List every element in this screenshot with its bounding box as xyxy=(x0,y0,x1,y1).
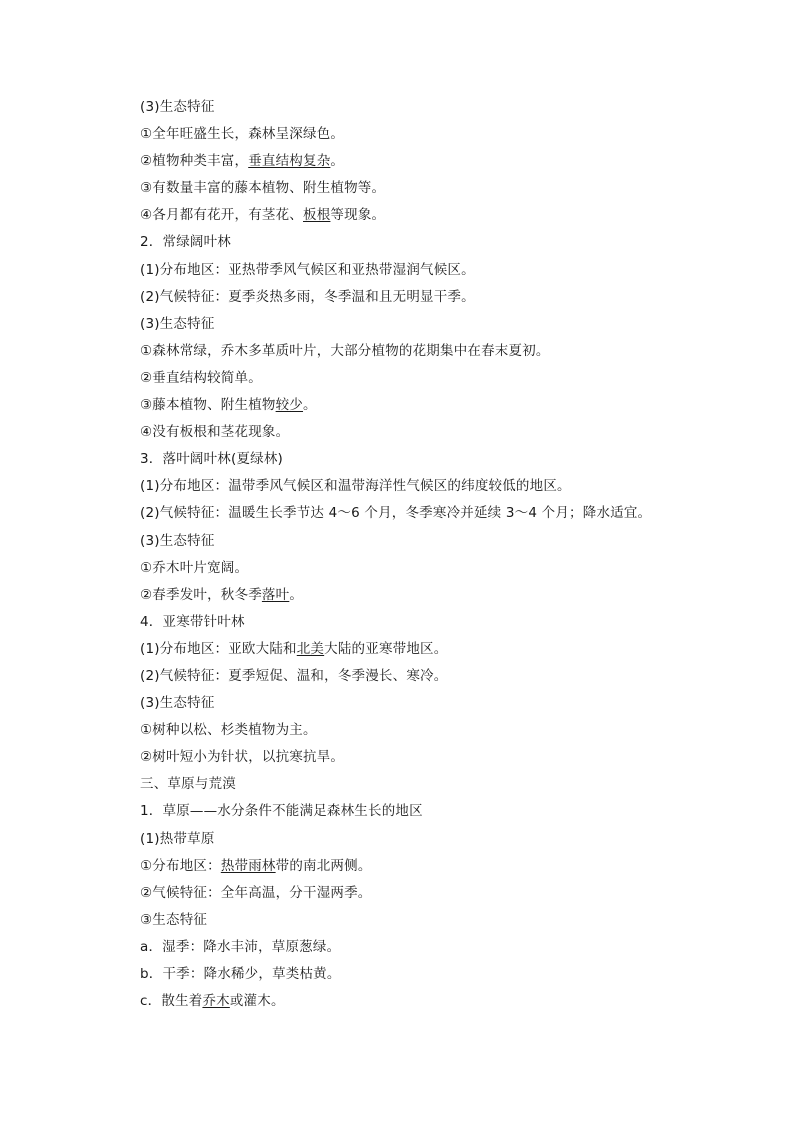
text-segment: 大陆的亚寒带地区。 xyxy=(324,640,448,657)
underlined-term: 板根 xyxy=(303,207,331,224)
text-line xyxy=(140,473,680,500)
text-line xyxy=(140,257,680,284)
text-line xyxy=(140,907,680,934)
text-line xyxy=(140,853,680,880)
text-segment: ①乔木叶片宽阔。 xyxy=(140,559,249,576)
text-segment: ④没有板根和茎花现象。 xyxy=(140,424,290,441)
text-segment: ①分布地区： xyxy=(140,857,221,874)
text-segment: b．干季：降水稀少，草类枯黄。 xyxy=(140,966,341,982)
text-line xyxy=(140,148,680,175)
text-line xyxy=(140,338,680,365)
text-segment: 3．落叶阔叶林(夏绿林) xyxy=(140,451,284,468)
text-segment: (3)生态特征 xyxy=(140,99,215,115)
text-segment: (3)生态特征 xyxy=(140,695,215,712)
text-segment: 。 xyxy=(330,153,345,170)
text-line xyxy=(140,555,680,582)
text-segment: (2)气候特征：温暖生长季节达 4～6 个月，冬季寒冷并延续 3～4 个月；降水适宜。 xyxy=(140,505,652,522)
text-line xyxy=(140,961,680,988)
text-segment: ③藤本植物、附生植物 xyxy=(140,397,276,414)
text-line xyxy=(140,663,680,690)
underlined-term: 热带雨林 xyxy=(220,857,276,874)
text-segment: c．散生着 xyxy=(140,993,203,1010)
underlined-term: 落叶 xyxy=(261,586,290,603)
text-segment: ①树种以松、杉类植物为主。 xyxy=(140,722,317,739)
text-segment: 1．草原——水分条件不能满足森林生长的地区 xyxy=(140,803,423,820)
underlined-term: 垂直结构复杂 xyxy=(248,153,331,170)
text-line xyxy=(140,880,680,907)
text-line xyxy=(140,528,680,555)
text-segment: (1)分布地区：亚热带季风气候区和亚热带湿润气候区。 xyxy=(140,261,475,278)
document-body xyxy=(140,94,680,1015)
text-segment: 2．常绿阔叶林 xyxy=(140,234,231,251)
text-segment: (3)生态特征 xyxy=(140,532,215,549)
text-segment: (2)气候特征：夏季短促、温和，冬季漫长、寒冷。 xyxy=(140,667,448,684)
text-line xyxy=(140,284,680,311)
text-line xyxy=(140,582,680,609)
text-segment: (1)分布地区：亚欧大陆和 xyxy=(140,640,297,657)
text-line xyxy=(140,311,680,338)
text-segment: ④各月都有花开，有茎花、 xyxy=(140,207,304,224)
text-segment: a．湿季：降水丰沛，草原葱绿。 xyxy=(140,938,341,955)
text-segment: ③有数量丰富的藤本植物、附生植物等。 xyxy=(140,180,386,197)
text-line xyxy=(140,988,680,1015)
text-segment: 等现象。 xyxy=(330,207,386,224)
text-segment: (1)热带草原 xyxy=(140,830,215,847)
text-segment: ②植物种类丰富， xyxy=(140,153,249,170)
text-segment: ②垂直结构较简单。 xyxy=(140,369,262,386)
text-segment: ③生态特征 xyxy=(140,911,208,928)
text-segment: ①森林常绿，乔木多革质叶片，大部分植物的花期集中在春末夏初。 xyxy=(140,342,550,359)
text-segment: ①全年旺盛生长，森林呈深绿色。 xyxy=(140,126,345,143)
underlined-term: 较少 xyxy=(275,397,304,414)
text-line xyxy=(140,934,680,961)
text-line xyxy=(140,392,680,419)
text-line xyxy=(140,419,680,446)
text-line xyxy=(140,229,680,256)
text-segment: 或灌木。 xyxy=(229,993,285,1010)
text-segment: 三、草原与荒漠 xyxy=(140,776,236,793)
text-segment: 带的南北两侧。 xyxy=(275,857,372,874)
text-line xyxy=(140,826,680,853)
text-line xyxy=(140,202,680,229)
text-segment: ②春季发叶，秋冬季 xyxy=(140,586,262,603)
text-segment: ②树叶短小为针状，以抗寒抗旱。 xyxy=(140,749,345,766)
text-line xyxy=(140,717,680,744)
text-segment: (3)生态特征 xyxy=(140,315,215,332)
underlined-term: 乔木 xyxy=(202,993,230,1010)
text-line xyxy=(140,771,680,798)
text-line xyxy=(140,446,680,473)
text-line xyxy=(140,365,680,392)
text-line xyxy=(140,744,680,771)
text-segment: (2)气候特征：夏季炎热多雨，冬季温和且无明显干季。 xyxy=(140,288,475,305)
text-line xyxy=(140,636,680,663)
text-line xyxy=(140,121,680,148)
text-segment: 。 xyxy=(303,397,317,414)
text-line xyxy=(140,798,680,825)
text-line xyxy=(140,609,680,636)
text-line xyxy=(140,94,680,121)
text-segment: ②气候特征：全年高温，分干湿两季。 xyxy=(140,884,372,901)
text-segment: (1)分布地区：温带季风气候区和温带海洋性气候区的纬度较低的地区。 xyxy=(140,478,571,495)
underlined-term: 北美 xyxy=(296,640,325,657)
text-segment: 。 xyxy=(289,586,304,603)
text-line xyxy=(140,500,680,527)
text-line xyxy=(140,690,680,717)
text-line xyxy=(140,175,680,202)
text-segment: 4．亚寒带针叶林 xyxy=(140,613,245,630)
